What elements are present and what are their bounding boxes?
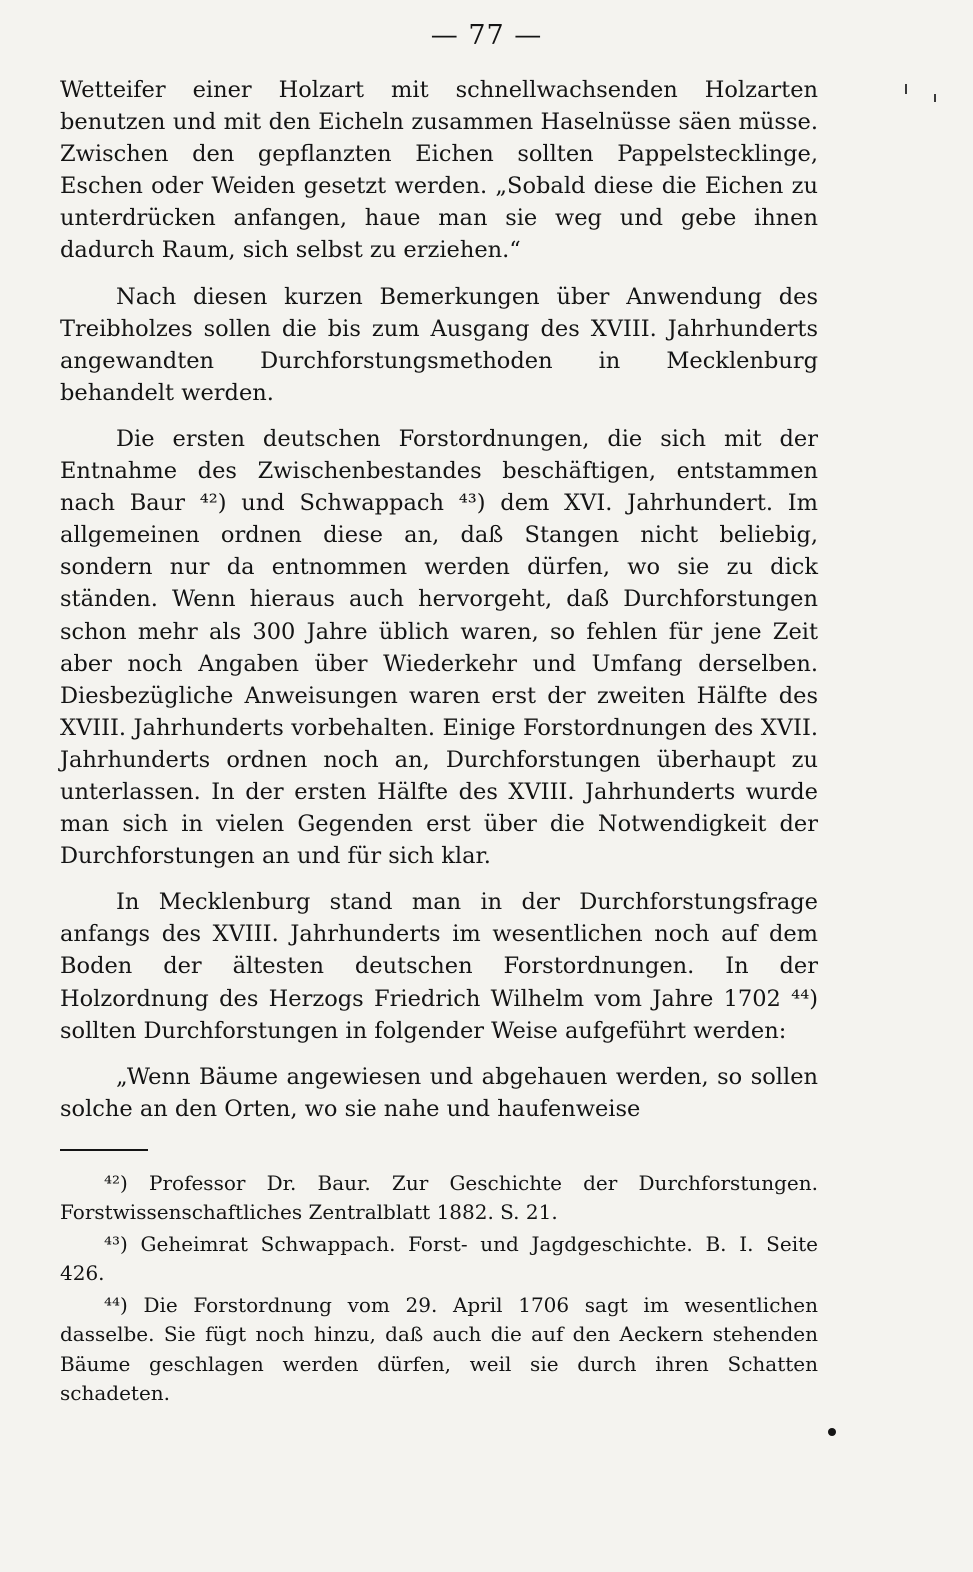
paragraph-1: Wetteifer einer Holzart mit schnellwachsenden Holzarten benutzen und mit den Eicheln zusammen Haselnüsse säen müsse. Zwischen den gepflanzten Eichen sollten Pappelstecklinge, Eschen oder Weiden gesetzt werden. „Sobald diese die Eichen zu unterdrücken anfangen, haue man sie weg und gebe ihnen dadurch Raum, sich selbst zu erziehen.“: [60, 77, 818, 264]
footnotes: [60, 1169, 818, 1409]
page-number: — 77 —: [430, 20, 543, 51]
paragraph-5-quote: „Wenn Bäume angewiesen und abgehauen werden, so sollen solche an den Orten, wo sie nahe und haufenweise: [60, 1063, 818, 1122]
body-text: [60, 74, 818, 1409]
margin-mark: [934, 94, 936, 102]
footnote-44: ⁴⁴) Die Forstordnung vom 29. April 1706 sagt im wesentlichen dasselbe. Sie fügt noch hinzu, daß auch die auf den Aeckern stehenden Bäume geschlagen werden dürfen, weil sie durch ihren Schatten schadeten.: [60, 1292, 818, 1406]
footnote-42: ⁴²) Professor Dr. Baur. Zur Geschichte der Durchforstungen. Forstwissenschaftliches Zentralblatt 1882. S. 21.: [60, 1170, 818, 1225]
ink-speck: [828, 1428, 836, 1436]
paragraph-4: In Mecklenburg stand man in der Durchforstungsfrage anfangs des XVIII. Jahrhunderts im wesentlichen noch auf dem Boden der ältesten deutschen Forstordnungen. In der Holzordnung des Herzogs Friedrich Wilhelm vom Jahre 1702 ⁴⁴) sollten Durchforstungen in folgender Weise aufgeführt werden:: [60, 889, 818, 1044]
paragraph-3: Die ersten deutschen Forstordnungen, die sich mit der Entnahme des Zwischenbestandes beschäftigen, entstammen nach Baur ⁴²) und Schwappach ⁴³) dem XVI. Jahrhundert. Im allgemeinen ordnen diese an, daß Stangen nicht beliebig, sondern nur da entnommen werden dürfen, wo sie zu dick ständen. Wenn hieraus auch hervorgeht, daß Durchforstungen schon mehr als 300 Jahre üblich waren, so fehlen für jene Zeit aber noch Angaben über Wiederkehr und Umfang derselben. Diesbezügliche Anweisungen waren erst der zweiten Hälfte des XVIII. Jahrhunderts vorbehalten. Einige Forstordnungen des XVII. Jahrhunderts ordnen noch an, Durchforstungen überhaupt zu unterlassen. In der ersten Hälfte des XVIII. Jahrhunderts wurde man sich in vielen Gegenden erst über die Notwendigkeit der Durchforstungen an und für sich klar.: [60, 425, 818, 870]
footnote-divider: [60, 1149, 148, 1151]
margin-mark: [905, 84, 907, 94]
footnote-43: ⁴³) Geheimrat Schwappach. Forst- und Jagdgeschichte. B. I. Seite 426.: [60, 1231, 818, 1286]
paragraph-2: Nach diesen kurzen Bemerkungen über Anwendung des Treibholzes sollen die bis zum Ausgang des XVIII. Jahrhunderts angewandten Durchforstungsmethoden in Mecklenburg behandelt werden.: [60, 283, 818, 406]
